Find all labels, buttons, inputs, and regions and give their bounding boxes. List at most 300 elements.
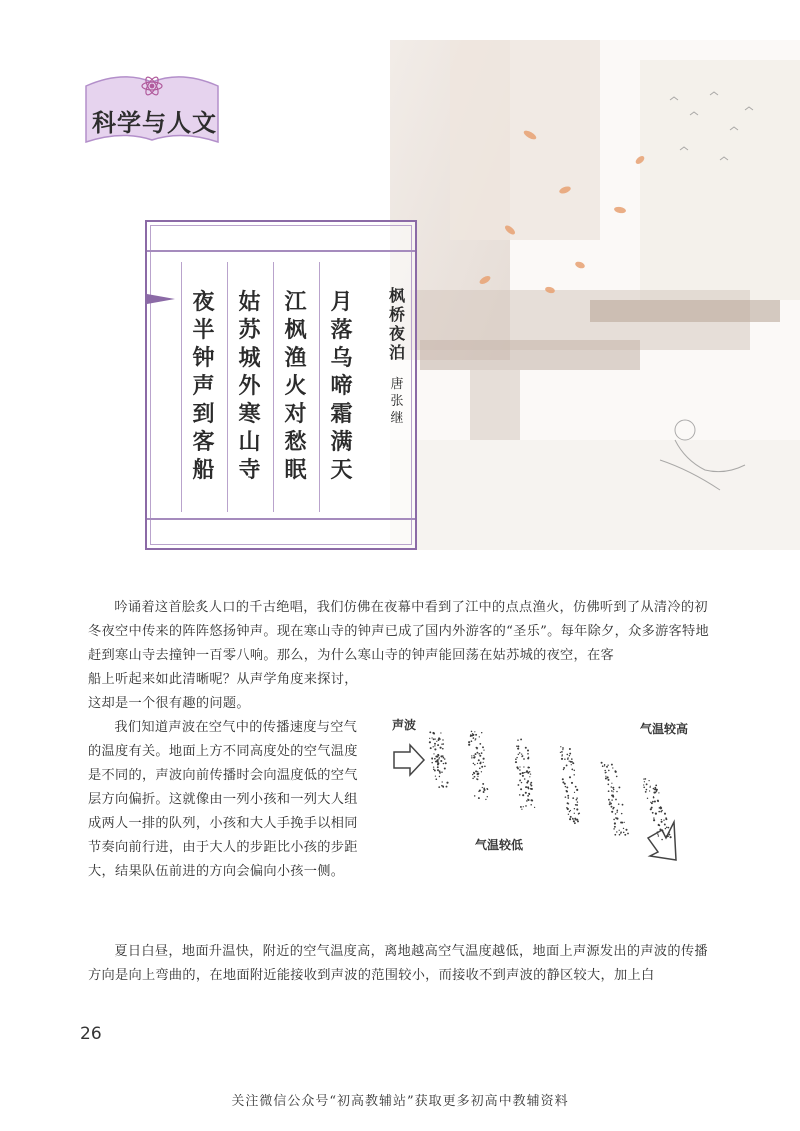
poem-char: 霜: [330, 401, 353, 427]
wave-dot: [653, 817, 654, 818]
wave-dot: [576, 797, 578, 799]
wave-dot: [471, 740, 473, 742]
wave-dot: [530, 804, 532, 806]
wave-dot: [431, 737, 432, 738]
poem-char: 城: [238, 345, 261, 371]
poem-char: 船: [192, 457, 215, 483]
wave-dot: [479, 755, 481, 757]
poem-char: 寒: [238, 401, 261, 427]
wave-dot: [519, 752, 521, 754]
wave-dot: [611, 811, 613, 813]
poem-line-4: [181, 262, 225, 512]
wave-dot: [475, 734, 477, 736]
wave-dot: [661, 839, 663, 841]
wave-dot: [575, 786, 577, 788]
wave-dot: [482, 746, 484, 748]
wave-dot: [515, 761, 517, 763]
wave-dot: [605, 778, 607, 780]
wave-dot: [652, 801, 654, 803]
wave-dot: [563, 767, 565, 769]
wave-dot: [483, 749, 484, 750]
wave-dot: [525, 805, 527, 807]
wave-dot: [440, 760, 442, 762]
wave-dot: [429, 731, 431, 733]
sound-refraction-diagram: [380, 710, 720, 890]
wave-dot: [527, 795, 529, 797]
wave-dot: [521, 756, 522, 757]
wave-dot: [611, 783, 612, 784]
wave-dot: [528, 788, 530, 790]
wave-dot: [527, 780, 529, 782]
wave-dot: [528, 757, 529, 758]
wave-dot: [443, 786, 445, 788]
wave-dot: [518, 754, 519, 755]
wave-dot: [439, 776, 440, 777]
wave-dot: [566, 807, 568, 809]
wave-dot: [525, 747, 527, 749]
wave-dot: [480, 762, 481, 763]
poem-char: 眠: [284, 457, 307, 483]
wave-dot: [443, 757, 445, 759]
wave-dot: [617, 809, 618, 810]
wave-dot: [574, 808, 575, 809]
wave-dot: [612, 808, 614, 810]
wave-dot: [651, 802, 653, 804]
wave-dot: [569, 748, 571, 750]
label-high-temp: 气温较高: [640, 722, 689, 736]
wave-dot: [614, 826, 616, 828]
wave-dot: [530, 782, 532, 784]
wave-dot: [517, 748, 518, 749]
wave-dot: [572, 797, 574, 799]
poem-author-char: 张: [390, 394, 404, 409]
poem-char: 半: [192, 317, 215, 343]
wave-dot: [473, 737, 475, 739]
poem-title-char: 泊: [388, 343, 405, 362]
wave-dot: [566, 786, 568, 788]
wave-dot: [646, 789, 648, 791]
wave-dot: [525, 792, 527, 794]
wave-dot: [440, 732, 441, 733]
wave-dot: [657, 831, 659, 833]
poem-title-column: [377, 262, 417, 512]
wave-dot: [562, 749, 563, 750]
wave-dot: [625, 829, 627, 831]
wave-dot: [439, 770, 441, 772]
wave-dot: [571, 761, 573, 763]
wave-dot: [522, 772, 524, 774]
wave-dot: [668, 832, 670, 834]
wave-dot: [516, 757, 517, 758]
wave-dot: [668, 827, 670, 829]
wave-dot: [435, 778, 437, 780]
wave-dot: [473, 755, 474, 756]
wave-dot: [468, 741, 470, 743]
wave-dot: [611, 764, 613, 766]
wave-dot: [615, 813, 617, 815]
wave-dot: [442, 739, 443, 740]
wave-dot: [620, 831, 622, 833]
wave-dot: [478, 759, 480, 761]
wave-dot: [613, 791, 614, 792]
wave-dot: [647, 798, 648, 799]
wave-dot: [481, 771, 482, 772]
poem-char: 啼: [330, 373, 353, 399]
wave-dot: [526, 800, 528, 802]
wave-dot: [446, 782, 448, 784]
wave-dot: [477, 773, 479, 775]
wave-dot: [516, 766, 518, 768]
wave-dot: [662, 830, 664, 832]
wave-dot: [435, 776, 436, 777]
paragraph-1: 吟诵着这首脍炙人口的千古绝唱，我们仿佛在夜幕中看到了江中的点点渔火，仿佛听到了从清冷的初冬夜空中传来的阵阵悠扬钟声。现在寒山寺的钟声已成了国内外游客的“圣乐”。每年除夕，众多游客特地赶到寒山寺去撞钟一百零八响。那么，为什么寒山寺的钟声能回荡在姑苏城的夜空，在客: [88, 600, 710, 663]
poem-char: 枫: [284, 317, 307, 343]
wave-dot: [483, 762, 484, 763]
wave-dot: [434, 743, 436, 745]
poem-frame: [145, 220, 417, 550]
input-arrow-icon: [394, 745, 424, 775]
wave-dot: [569, 776, 571, 778]
wave-dot: [627, 833, 629, 835]
wave-dot: [616, 831, 617, 832]
wave-dot: [534, 807, 535, 808]
wave-dot: [524, 772, 525, 773]
label-sound-wave: 声波: [392, 718, 417, 732]
wave-dot: [471, 757, 472, 758]
wave-dot: [568, 803, 569, 804]
wave-dot: [607, 784, 609, 786]
label-low-temp: 气温较低: [475, 838, 524, 852]
wave-dot: [605, 772, 606, 773]
wave-dot: [571, 758, 573, 760]
wave-dot: [608, 799, 610, 801]
wave-dot: [660, 808, 662, 810]
wave-dot: [658, 835, 659, 836]
wave-dot: [434, 758, 436, 760]
wave-dot: [646, 783, 648, 785]
wave-dot: [643, 784, 644, 785]
wave-dot: [473, 757, 475, 759]
wave-dot: [477, 763, 478, 764]
wave-dot: [569, 753, 571, 755]
wave-dot: [607, 779, 609, 781]
wave-dot: [576, 804, 578, 806]
wave-dot: [655, 785, 657, 787]
page-number: 26: [80, 1024, 102, 1044]
wave-dot: [644, 781, 645, 782]
wave-dot: [566, 764, 568, 766]
wave-dot: [529, 767, 530, 768]
frame-band-bottom: [147, 518, 415, 520]
wave-dot: [653, 788, 655, 790]
poem-char: 天: [330, 457, 353, 483]
wave-dot: [616, 812, 617, 813]
wave-dot: [485, 799, 486, 800]
wave-dot: [614, 834, 616, 836]
poem-char: 对: [284, 401, 307, 427]
wave-dot: [433, 753, 434, 754]
wave-dot: [519, 773, 521, 775]
wave-dot: [433, 766, 434, 767]
wave-dot: [663, 820, 664, 821]
wave-dot: [574, 770, 575, 771]
wave-dot: [609, 801, 611, 803]
wave-dot: [613, 828, 615, 830]
wave-dot: [663, 832, 664, 833]
wave-dot: [665, 828, 666, 829]
wave-dot: [650, 808, 652, 810]
wave-dot: [474, 776, 476, 778]
wave-dot: [431, 757, 433, 759]
wave-dot: [484, 766, 486, 768]
wave-dot: [525, 772, 526, 773]
wave-dot: [564, 783, 566, 785]
wave-dot: [430, 747, 432, 749]
wave-dot: [575, 819, 576, 820]
wave-dot: [531, 788, 533, 790]
wave-dot: [576, 799, 578, 801]
wave-dot: [561, 751, 563, 753]
wave-dot: [615, 817, 617, 819]
wave-dot: [483, 791, 485, 793]
wave-dot: [574, 792, 575, 793]
paragraph-3: 夏日白昼，地面升温快，附近的空气温度高，离地越高空气温度越低，地面上声源发出的声波的传播方向是向上弯曲的，在地面附近能接收到声波的范围较小，而接收不到声波的静区较大，加上白: [88, 944, 708, 983]
wave-dot: [519, 766, 520, 767]
wave-dot: [612, 767, 613, 768]
wave-dot: [478, 753, 480, 755]
wave-dot: [520, 788, 522, 790]
wave-dot: [474, 764, 475, 765]
wave-dot: [573, 820, 575, 822]
wave-dot: [530, 785, 532, 787]
wave-dot: [577, 801, 578, 802]
poem-char: 客: [192, 429, 215, 455]
wave-dot: [604, 765, 605, 766]
wave-dot: [645, 778, 647, 780]
wave-dot: [437, 761, 439, 763]
wave-dot: [571, 769, 573, 771]
wave-dot: [481, 766, 483, 768]
wave-dot: [515, 758, 517, 760]
wave-dot: [622, 804, 624, 806]
wave-dot: [470, 734, 472, 736]
wave-dot: [438, 758, 439, 759]
wave-dot: [529, 771, 530, 772]
wave-dot: [612, 787, 614, 789]
wave-dot: [433, 738, 435, 740]
wave-dot: [623, 828, 624, 829]
wave-dot: [562, 778, 564, 780]
wave-dot: [567, 797, 569, 799]
wave-dot: [601, 762, 603, 764]
poem-char: 乌: [330, 345, 353, 371]
wave-dot: [655, 792, 656, 793]
wave-dot: [477, 752, 479, 754]
wave-dot: [605, 776, 606, 777]
poem-char: 夜: [192, 289, 215, 315]
wave-dot: [476, 747, 478, 749]
wave-dot: [654, 800, 656, 802]
wave-dot: [658, 824, 660, 826]
wave-dot: [567, 795, 569, 797]
wave-dot: [437, 766, 439, 768]
poem-line-3: [227, 262, 271, 512]
poem-line-2: [273, 262, 317, 512]
wave-dot: [604, 770, 606, 772]
wave-dot: [471, 731, 473, 733]
poem-char: 姑: [238, 289, 261, 315]
wave-dot: [524, 778, 526, 780]
poem-char: 苏: [238, 317, 261, 343]
poem-char: 声: [192, 373, 215, 399]
output-arrow-icon: [648, 822, 676, 860]
wave-dot: [523, 806, 524, 807]
wave-dot: [659, 829, 661, 831]
wave-dot: [444, 758, 446, 760]
wave-dot: [568, 814, 569, 815]
wave-dot: [571, 764, 572, 765]
wave-dot: [643, 778, 644, 779]
wave-dot: [650, 786, 651, 787]
wave-dot: [487, 796, 488, 797]
wave-dot: [440, 747, 442, 749]
wave-dot: [611, 790, 613, 792]
wave-dot: [522, 794, 524, 796]
wave-dot: [517, 784, 519, 786]
wave-dot: [661, 821, 663, 823]
wave-dot: [441, 743, 442, 744]
wave-dot: [562, 747, 564, 749]
paragraph-2: 我们知道声波在空气中的传播速度与空气的温度有关。地面上方不同高度处的空气温度是不同的，声波向前传播时会向温度低的空气层方向偏折。这就像由一列小孩和一列大人组成两人一排的队列，小孩和大人手挽手以相同节奏向前行进，由于大人的步距比小孩的步距大，结果队伍前进的方向会偏向小孩一侧。: [88, 720, 358, 879]
wave-dot: [615, 799, 617, 801]
wave-dot: [483, 758, 485, 760]
wave-dot: [481, 752, 483, 754]
wave-dot: [476, 778, 478, 780]
wave-dot: [436, 741, 437, 742]
wave-dot: [655, 813, 657, 815]
wave-dot: [577, 820, 579, 822]
wave-dot: [615, 771, 617, 773]
wave-dot: [616, 791, 617, 792]
wave-dot: [566, 790, 568, 792]
wave-dot: [564, 758, 565, 759]
wave-dot: [517, 745, 519, 747]
wave-dot: [529, 776, 530, 777]
wave-dot: [472, 733, 473, 734]
poem-title-char: 桥: [388, 305, 405, 324]
wave-dot: [520, 738, 522, 740]
wave-dot: [569, 755, 570, 756]
poem-char: 火: [284, 373, 307, 399]
wave-dot: [483, 789, 485, 791]
poem-line-1: [319, 262, 363, 512]
wave-dot: [482, 783, 484, 785]
wave-dot: [572, 762, 574, 764]
wave-dot: [608, 790, 610, 792]
wave-dot: [478, 797, 480, 799]
wave-dot: [441, 771, 443, 773]
wave-dot: [438, 786, 440, 788]
poem-char: 江: [284, 289, 307, 315]
wave-dot: [521, 809, 522, 810]
wave-dot: [434, 738, 435, 739]
wave-dot: [481, 732, 482, 733]
wave-dot: [611, 799, 612, 800]
wave-dot: [517, 739, 519, 741]
paragraph-1-tail: 船上听起来如此清晰呢？从声学角度来探讨，这却是一个很有趣的问题。: [88, 672, 358, 711]
wave-dot: [560, 752, 561, 753]
wave-dot: [607, 765, 608, 766]
wave-dot: [624, 822, 625, 823]
wave-dot: [648, 780, 649, 781]
wave-dot: [570, 810, 571, 811]
poem-title-char: 枫: [388, 286, 405, 305]
wave-dot: [618, 786, 620, 788]
wave-dot: [573, 774, 574, 775]
wave-dot: [666, 826, 668, 828]
wave-dot: [471, 755, 472, 756]
poem-char: 落: [330, 317, 353, 343]
wave-dot: [473, 763, 475, 765]
wave-dot: [437, 769, 439, 771]
wave-dot: [525, 786, 527, 788]
wave-dot: [643, 786, 645, 788]
poem-title-char: 夜: [388, 324, 405, 343]
wave-dot: [445, 762, 447, 764]
wave-dot: [474, 795, 476, 797]
wave-dot: [604, 764, 605, 765]
wave-dot: [527, 772, 529, 774]
wave-dot: [621, 813, 622, 814]
poem-author-char: 继: [390, 411, 404, 426]
poem-char: 外: [238, 373, 261, 399]
wave-dot: [519, 780, 520, 781]
wave-dot: [431, 762, 433, 764]
wave-dot: [435, 755, 437, 757]
wave-dot: [567, 757, 568, 758]
wave-dot: [611, 786, 613, 788]
wave-dot: [474, 739, 475, 740]
wave-dot: [654, 789, 655, 790]
wave-dot: [562, 754, 563, 755]
wave-dot: [520, 806, 522, 808]
wave-dot: [521, 753, 522, 754]
wave-dot: [576, 789, 578, 791]
wave-dot: [609, 803, 611, 805]
poem-char: 渔: [284, 345, 307, 371]
wave-dot: [477, 771, 478, 772]
wave-dot: [429, 738, 430, 739]
wave-dot: [522, 775, 524, 777]
wave-dot: [649, 790, 650, 791]
wave-dot: [565, 796, 567, 798]
wave-dot: [613, 819, 615, 821]
wave-dot: [574, 813, 575, 814]
wave-dot: [521, 782, 522, 783]
wave-dot: [486, 788, 488, 790]
wave-dot: [664, 823, 666, 825]
wave-dot: [437, 762, 439, 764]
wave-dot: [566, 754, 568, 756]
wave-dot: [435, 761, 436, 762]
wave-dot: [623, 832, 625, 834]
wave-dot: [443, 743, 445, 745]
wave-dot: [442, 781, 443, 782]
poem-char: 山: [238, 429, 261, 455]
wave-dot: [658, 792, 659, 793]
wave-dot: [527, 749, 529, 751]
wave-dot: [614, 822, 616, 824]
